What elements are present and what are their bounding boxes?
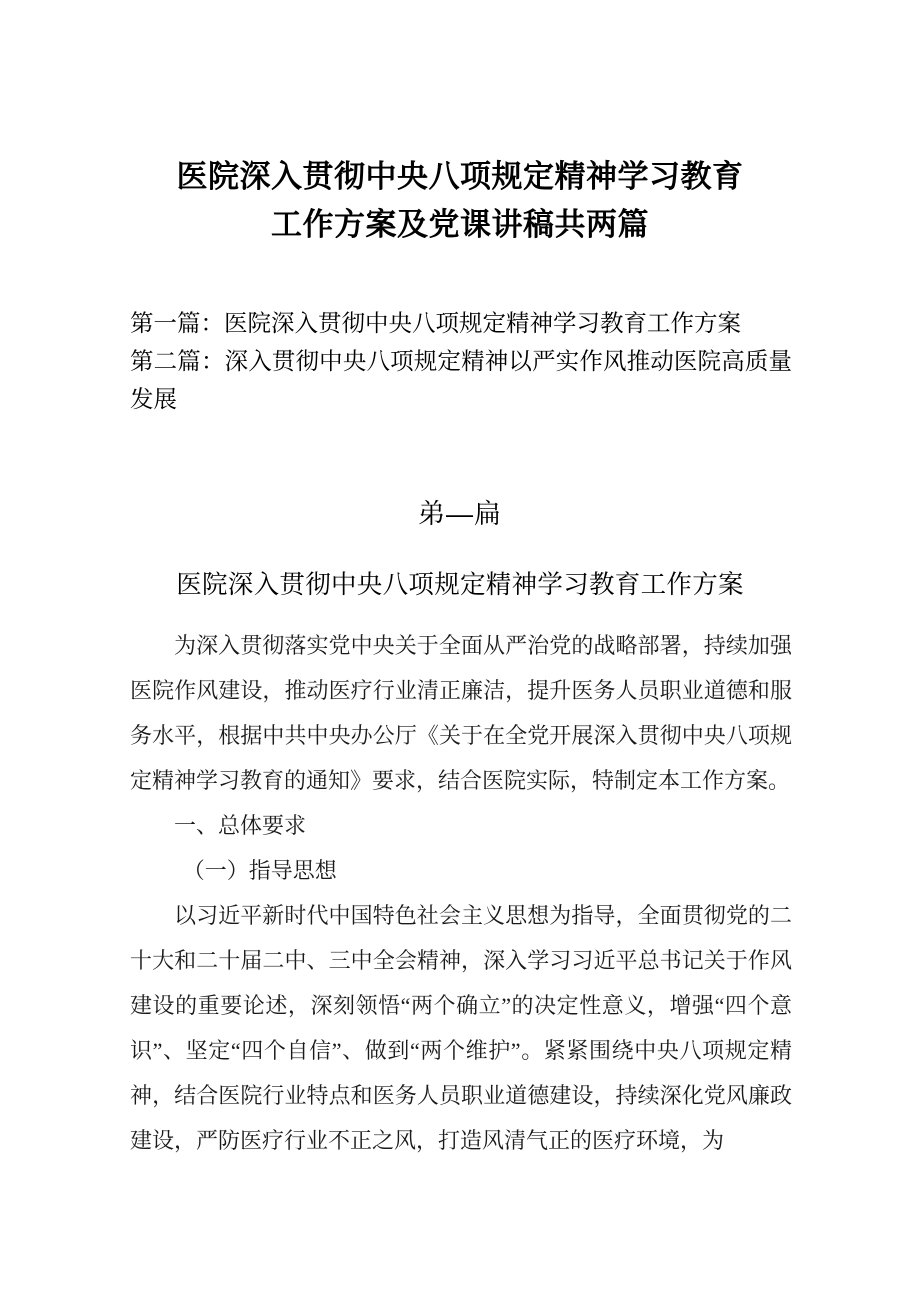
body-paragraph-guiding-ideology: 以习近平新时代中国特色社会主义思想为指导，全面贯彻党的二十大和二十届二中、三中全会精神，深入学习习近平总书记关于作风建设的重要论述，深刻领悟“两个确立”的决定性意义，增强“四个意识”、坚定“四个自信”、做到“两个维护”。紧紧围绕中央八项规定精神，结合医院行业特点和医务人员职业道德建设，持续深化党风廉政建设，严防医疗行业不正之风，打造风清气正的医疗环境，为: [130, 903, 792, 1153]
document-title: [130, 153, 790, 249]
toc-entry-part-1: 第一篇：医院深入贯彻中央八项规定精神学习教育工作方案: [130, 310, 741, 336]
part-heading: 医院深入贯彻中央八项规定精神学习教育工作方案: [176, 571, 744, 600]
part-marker: 弟—扁: [418, 499, 502, 529]
body-heading-section-1: 一、总体要求: [174, 813, 307, 838]
document-title-line-1: 医院深入贯彻中央八项规定精神学习教育: [176, 158, 744, 194]
document-body: [130, 623, 792, 1163]
toc-entry-part-2: 第二篇：深入贯彻中央八项规定精神以严实作风推动医院高质量发展: [130, 348, 792, 412]
table-of-contents: [130, 304, 792, 418]
body-heading-subsection-1-1: （一）指导思想: [182, 858, 337, 883]
body-paragraph-intro: 为深入贯彻落实党中央关于全面从严治党的战略部署，持续加强医院作风建设，推动医疗行业清正廉洁，提升医务人员职业道德和服务水平，根据中共中央办公厅《关于在全党开展深入贯彻中央八项规定精神学习教育的通知》要求，结合医院实际，特制定本工作方案。: [130, 633, 792, 793]
document-title-line-2: 工作方案及党课讲稿共两篇: [271, 206, 649, 242]
